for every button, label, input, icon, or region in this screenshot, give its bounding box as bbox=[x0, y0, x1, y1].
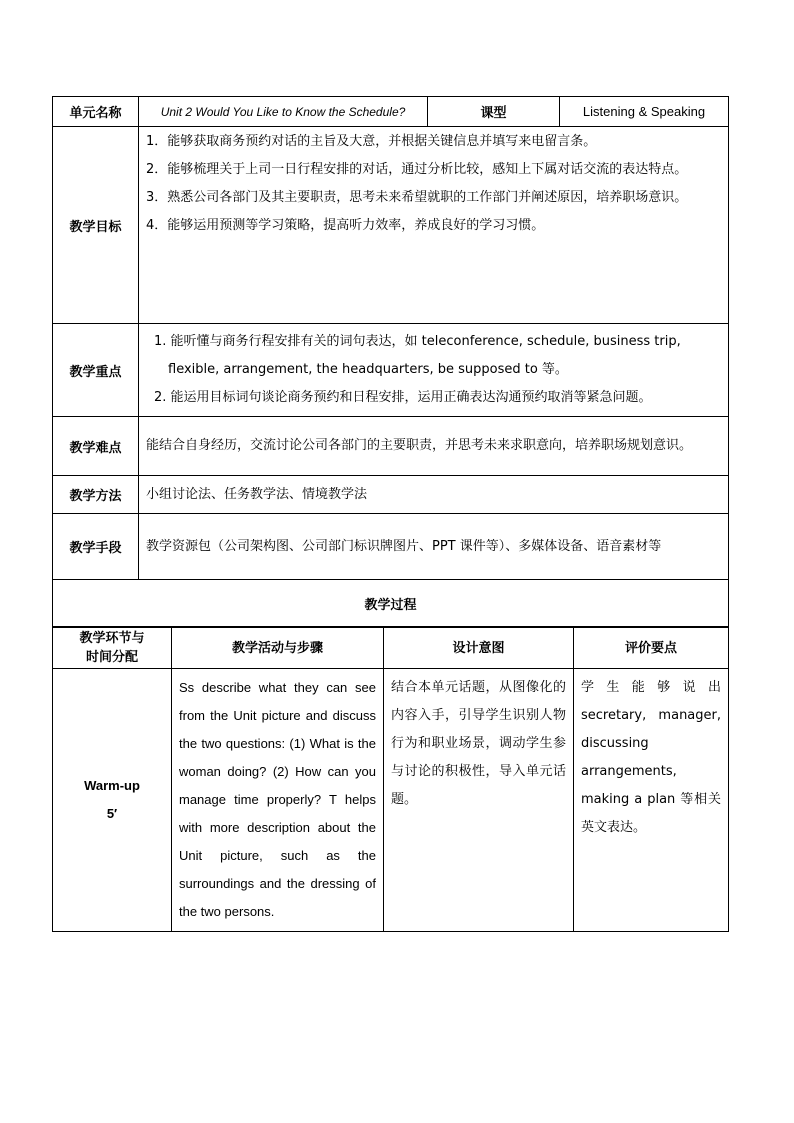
means-label: 教学手段 bbox=[53, 514, 139, 580]
objectives-row bbox=[53, 127, 729, 324]
methods-value: 小组讨论法、任务教学法、情境教学法 bbox=[139, 476, 729, 514]
objective-item: 1．能够获取商务预约对话的主旨及大意，并根据关键信息并填写来电留言条。 bbox=[146, 134, 597, 149]
design-intent-cell: 结合本单元话题，从图像化的内容入手，引导学生识别人物行为和职业场景，调动学生参与讨论的积极性，导入单元话题。 bbox=[384, 669, 574, 932]
teaching-process-table bbox=[52, 627, 729, 932]
difficulties-value: 能结合自身经历，交流讨论公司各部门的主要职责，并思考未来求职意向，培养职场规划意识。 bbox=[139, 417, 729, 476]
means-value: 教学资源包（公司架构图、公司部门标识牌图片、PPT 课件等）、多媒体设备、语音素材等 bbox=[139, 514, 729, 580]
objectives-label: 教学目标 bbox=[53, 127, 139, 324]
key-point-item: 1. 能听懂与商务行程安排有关的词句表达，如 teleconference, schedule, business trip, flexible, arrangement, the headquarters, be supposed to 等。 bbox=[154, 334, 681, 377]
stage-cell bbox=[53, 669, 172, 932]
unit-name-value: Unit 2 Would You Like to Know the Schedule? bbox=[139, 97, 428, 127]
header-activities: 教学活动与步骤 bbox=[172, 628, 384, 669]
objective-item: 3．熟悉公司各部门及其主要职责，思考未来希望就职的工作部门并阐述原因，培养职场意识。 bbox=[146, 190, 688, 205]
difficulties-row bbox=[53, 417, 729, 476]
unit-info-table bbox=[52, 96, 729, 627]
key-points-row bbox=[53, 324, 729, 417]
key-points-label: 教学重点 bbox=[53, 324, 139, 417]
unit-name-label: 单元名称 bbox=[53, 97, 139, 127]
table-row bbox=[53, 669, 729, 932]
unit-name-row bbox=[53, 97, 729, 127]
key-point-item: 2. 能运用目标词句谈论商务预约和日程安排，运用正确表达沟通预约取消等紧急问题。 bbox=[154, 390, 652, 405]
course-type-label: 课型 bbox=[428, 97, 560, 127]
objectives-list bbox=[139, 127, 729, 324]
process-title: 教学过程 bbox=[53, 580, 729, 627]
objective-item: 4．能够运用预测等学习策略，提高听力效率，养成良好的学习习惯。 bbox=[146, 218, 545, 233]
methods-row bbox=[53, 476, 729, 514]
key-points-list bbox=[139, 324, 729, 417]
activities-cell: Ss describe what they can see from the Unit picture and discuss the two questions: (1) What is the woman doing? (2) How can you manage time properly? T helps with more description about the Unit picture, such as the surroundings and the dressing of the two persons. bbox=[172, 669, 384, 932]
stage-name: Warm-up bbox=[84, 778, 140, 793]
evaluation-cell: 学生能够说出 secretary, manager, discussing arrangements, making a plan 等相关英文表达。 bbox=[574, 669, 729, 932]
objective-item: 2．能够梳理关于上司一日行程安排的对话，通过分析比较，感知上下属对话交流的表达特点。 bbox=[146, 162, 688, 177]
methods-label: 教学方法 bbox=[53, 476, 139, 514]
header-design-intent: 设计意图 bbox=[384, 628, 574, 669]
process-header-row bbox=[53, 628, 729, 669]
difficulties-label: 教学难点 bbox=[53, 417, 139, 476]
course-type-value: Listening & Speaking bbox=[560, 97, 729, 127]
stage-time: 5′ bbox=[106, 806, 118, 821]
means-row bbox=[53, 514, 729, 580]
process-title-row bbox=[53, 580, 729, 627]
header-evaluation: 评价要点 bbox=[574, 628, 729, 669]
header-stage: 教学环节与时间分配 bbox=[53, 628, 172, 669]
